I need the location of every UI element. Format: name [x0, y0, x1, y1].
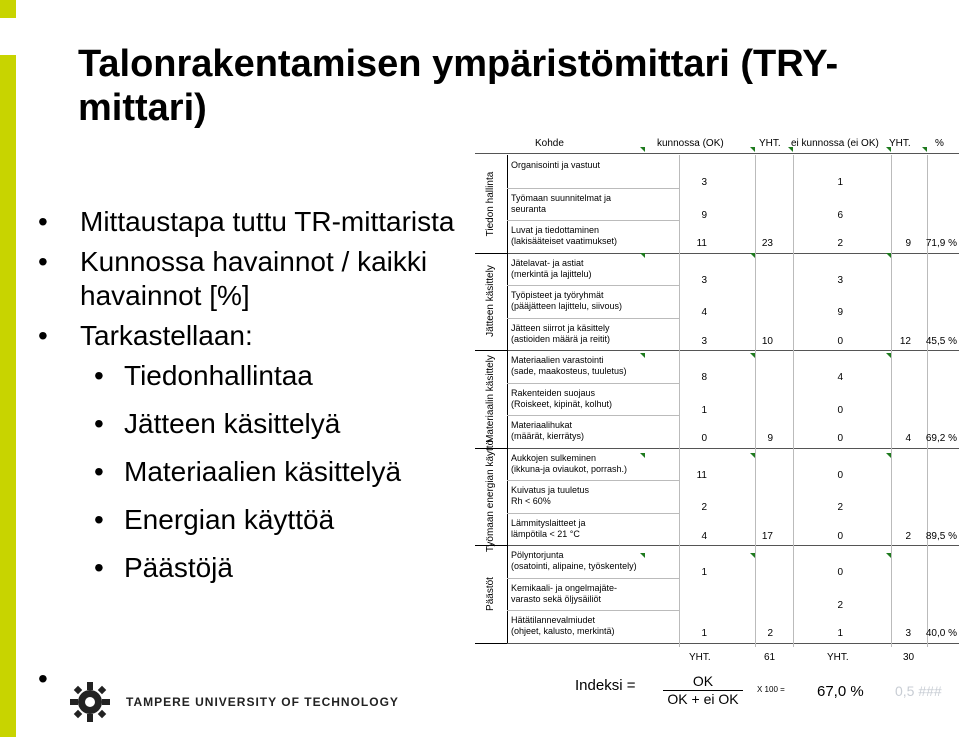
comment-flag — [750, 253, 755, 258]
cell-ok: 3 — [701, 177, 707, 188]
bullet-item: • Tarkastellaan: — [38, 319, 478, 353]
row-label-line1: Luvat ja tiedottaminen — [511, 225, 600, 235]
row-divider — [507, 578, 679, 579]
cell-nok: 0 — [837, 567, 843, 578]
comment-flag — [640, 253, 645, 258]
row-label-line2: (merkintä ja lajittelu) — [511, 268, 592, 279]
comment-flag — [788, 147, 793, 152]
category-label: Jätteen käsittely — [485, 265, 496, 338]
multiplier: X 100 = — [757, 685, 785, 694]
cell-ok: 4 — [701, 530, 707, 542]
cell-nok: 4 — [837, 372, 843, 383]
cell-yht1: 23 — [761, 238, 773, 249]
row-label — [511, 485, 651, 507]
row-label-line1: Hätätilannevalmiudet — [511, 615, 596, 625]
cell-nok: 2 — [837, 599, 843, 611]
total-nok-label: YHT. — [827, 652, 849, 663]
cell-nok: 9 — [837, 307, 843, 318]
category-cell — [475, 440, 508, 553]
grid-line — [891, 155, 892, 647]
university-logo — [68, 680, 399, 724]
row-label — [511, 323, 651, 345]
row-label-line1: Kemikaali- ja ongelmajäte- — [511, 582, 618, 593]
header-nok: ei kunnossa (ei OK) — [791, 138, 879, 149]
cell-nok: 1 — [837, 628, 843, 639]
row-label-line1: Materiaalien varastointi — [511, 355, 604, 365]
row-divider — [507, 513, 679, 514]
cell-nok: 0 — [837, 530, 843, 542]
category-cell — [475, 545, 508, 644]
cell-ok: 8 — [701, 372, 707, 383]
row-divider — [507, 220, 679, 221]
comment-flag — [922, 147, 927, 152]
row-label-line1: Materiaalihukat — [511, 420, 573, 430]
cell-yht2: 3 — [905, 628, 911, 639]
row-label — [511, 518, 651, 540]
row-label — [511, 550, 651, 572]
row-label-line2: (pääjätteen lajittelu, siivous) — [511, 301, 623, 311]
cell-nok: 6 — [837, 209, 843, 221]
cell-pct: 71,9 % — [925, 238, 957, 249]
grid-line — [755, 155, 756, 647]
row-label-line2: (määrät, kierrätys) — [511, 431, 585, 441]
bullet-item: • Päästöjä — [38, 551, 478, 585]
header-pct: % — [935, 138, 944, 149]
row-label-line2: (ikkuna-ja oviaukot, porrash.) — [511, 463, 628, 474]
row-label — [511, 258, 651, 280]
comment-flag — [750, 353, 755, 358]
category-label: Päästöt — [485, 576, 496, 611]
fraction-numerator: OK — [663, 673, 743, 691]
category-cell — [475, 350, 508, 449]
comment-flag — [750, 553, 755, 558]
comment-flag — [886, 253, 891, 258]
cell-ok: 11 — [696, 469, 707, 481]
header-yht2: YHT. — [889, 138, 911, 149]
cell-ok: 3 — [701, 335, 707, 347]
header-yht1: YHT. — [759, 138, 781, 149]
row-label-line1: Aukkojen sulkeminen — [511, 452, 597, 463]
comment-flag — [886, 353, 891, 358]
category-label: Tiedon hallinta — [485, 171, 496, 237]
row-label — [511, 160, 651, 171]
gear-logo-icon — [68, 680, 112, 724]
bullet-item: • Kunnossa havainnot / kaikki havainnot [%] — [38, 245, 478, 313]
accent-bar — [0, 55, 16, 737]
cell-yht2: 12 — [899, 335, 911, 347]
index-result: 67,0 % — [817, 683, 864, 700]
cell-ok: 0 — [701, 433, 707, 444]
row-label-line2: (osatointi, alipaine, työskentely) — [511, 561, 637, 571]
cell-nok: 3 — [837, 274, 843, 286]
row-label-line1: Organisointi ja vastuut — [511, 160, 601, 170]
row-divider — [507, 610, 679, 611]
row-label — [511, 615, 651, 637]
cell-nok: 2 — [837, 502, 843, 513]
bullet-item: • Tiedonhallintaa — [38, 359, 478, 393]
row-label — [511, 453, 651, 475]
row-label-line2: seuranta — [511, 203, 547, 214]
row-divider — [507, 188, 679, 189]
slide-title: Talonrakentamisen ympäristömittari (TRY-mittari) — [78, 43, 839, 129]
row-label — [511, 193, 651, 215]
grid-line — [927, 155, 928, 647]
row-divider — [507, 415, 679, 416]
row-label-line2: (sade, maakosteus, tuuletus) — [511, 366, 627, 376]
grid-line — [679, 155, 680, 647]
row-label-line1: Lämmityslaitteet ja — [511, 517, 586, 528]
cell-pct: 45,5 % — [925, 335, 957, 347]
cell-ok: 3 — [701, 274, 707, 286]
cell-nok: 0 — [837, 404, 843, 416]
cell-pct: 89,5 % — [925, 530, 957, 542]
total-ok-label: YHT. — [689, 652, 711, 663]
comment-flag — [640, 553, 645, 558]
cell-nok: 2 — [837, 238, 843, 249]
cell-ok: 4 — [701, 307, 707, 318]
comment-flag — [886, 553, 891, 558]
grid-line — [793, 155, 794, 647]
row-label-line1: Kuivatus ja tuuletus — [511, 485, 590, 495]
comment-flag — [640, 353, 645, 358]
row-label-line2: (ohjeet, kalusto, merkintä) — [511, 626, 615, 636]
index-fraction — [663, 673, 743, 707]
row-label — [511, 420, 651, 442]
row-label — [511, 355, 651, 377]
cell-yht1: 17 — [761, 530, 773, 542]
comment-flag — [640, 147, 645, 152]
comment-flag — [886, 147, 891, 152]
cell-pct: 40,0 % — [925, 628, 957, 639]
row-label-line2: Rh < 60% — [511, 496, 551, 506]
row-divider — [507, 318, 679, 319]
logo-text: TAMPERE UNIVERSITY OF TECHNOLOGY — [126, 695, 399, 709]
cell-nok: 0 — [837, 433, 843, 444]
cell-ok: 11 — [696, 238, 707, 249]
row-label-line1: Pölyntorjunta — [511, 550, 564, 560]
bullet-item: • Materiaalien käsittelyä — [38, 455, 478, 489]
header-ok: kunnossa (OK) — [657, 138, 724, 149]
row-label — [511, 388, 651, 410]
row-label-line1: Työmaan suunnitelmat ja — [511, 192, 612, 203]
spreadsheet — [475, 133, 959, 737]
row-label-line2: varasto sekä öljysäiliöt — [511, 593, 602, 604]
index-label: Indeksi = — [575, 677, 636, 694]
row-label-line1: Jätelavat- ja astiat — [511, 257, 584, 268]
row-label-line2: lämpötila < 21 °C — [511, 528, 580, 539]
bullet-item: • Jätteen käsittelyä — [38, 407, 478, 441]
comment-flag — [750, 453, 755, 458]
comment-flag — [640, 453, 645, 458]
cell-ok: 1 — [701, 628, 707, 639]
row-label-line1: Rakenteiden suojaus — [511, 387, 596, 398]
bullet-list — [38, 205, 478, 599]
empty-bullet: • — [38, 663, 48, 694]
category-label: Materiaalin käsittely — [485, 354, 496, 443]
cell-nok: 0 — [837, 469, 843, 481]
cell-yht2: 4 — [905, 433, 911, 444]
bullet-item: • Mittaustapa tuttu TR-mittarista — [38, 205, 478, 239]
cell-nok: 1 — [837, 177, 843, 188]
category-cell — [475, 155, 508, 254]
cell-pct: 69,2 % — [925, 433, 957, 444]
category-label: Työmaan energian käyttö — [485, 440, 496, 553]
bullet-item: • Energian käyttöä — [38, 503, 478, 537]
faded-cell: 0,5 ### — [895, 683, 942, 699]
fraction-denominator: OK + ei OK — [667, 691, 739, 707]
cell-ok: 1 — [701, 404, 707, 416]
comment-flag — [750, 147, 755, 152]
row-label — [511, 225, 651, 247]
total-ok-value: 61 — [764, 652, 776, 663]
cell-ok: 9 — [701, 209, 707, 221]
row-label-line1: Jätteen siirrot ja käsittely — [511, 322, 610, 333]
row-label-line2: (lakisääteiset vaatimukset) — [511, 236, 618, 246]
cell-nok: 0 — [837, 335, 843, 347]
row-label — [511, 290, 651, 312]
row-divider — [507, 285, 679, 286]
header-kohde: Kohde — [535, 138, 564, 149]
row-divider — [507, 480, 679, 481]
cell-yht1: 10 — [761, 335, 773, 347]
total-nok-value: 30 — [903, 652, 915, 663]
comment-flag — [886, 453, 891, 458]
cell-yht2: 2 — [905, 530, 911, 542]
row-divider — [507, 383, 679, 384]
row-label-line1: Työpisteet ja työryhmät — [511, 290, 604, 300]
row-label-line2: (Roiskeet, kipinät, kolhut) — [511, 398, 613, 409]
cell-yht1: 9 — [767, 433, 773, 444]
cell-ok: 1 — [701, 567, 707, 578]
row-label — [511, 583, 651, 605]
cell-ok: 2 — [701, 502, 707, 513]
category-cell — [475, 253, 508, 352]
row-label-line2: (astioiden määrä ja reitit) — [511, 333, 611, 344]
accent-bar-top — [0, 0, 16, 18]
cell-yht1: 2 — [767, 628, 773, 639]
cell-yht2: 9 — [905, 238, 911, 249]
